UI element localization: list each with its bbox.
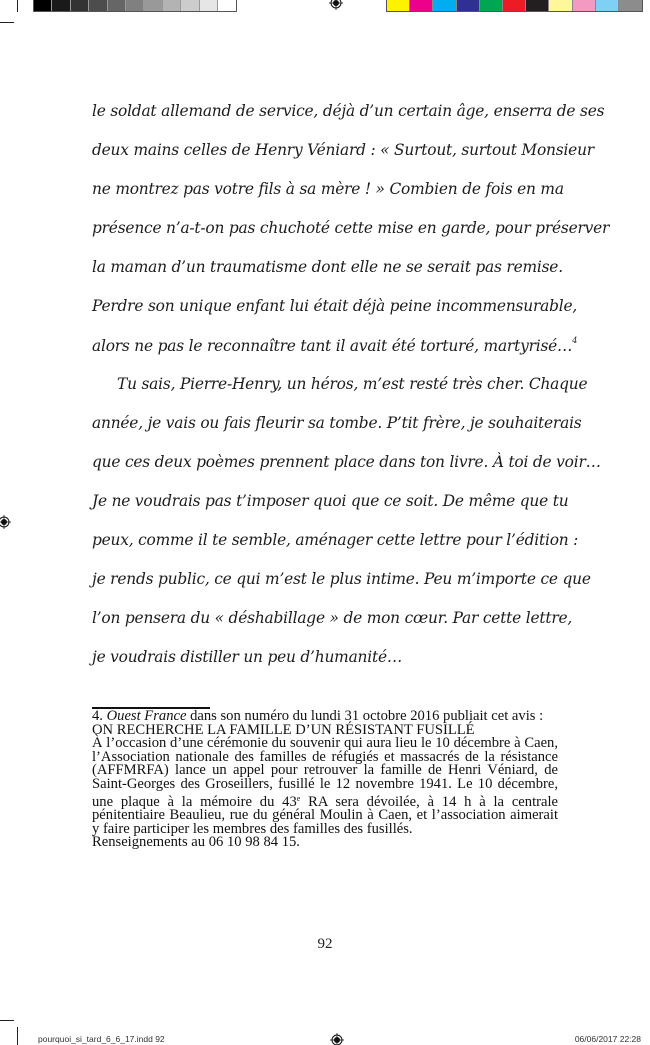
body-line: présence n’a-t-on pas chuchoté cette mise en garde, pour préserver: [92, 219, 610, 237]
footnote-paragraph-text: À l’occasion d’une cérémonie du souvenir qui aura lieu le 10 décembre à Caen, l’Association nationale des familles de réfugiés et massacrés de la résistance (AFFMRFA) lance un appel pour retrouver la famille de Henri Véniard, de Saint-Georges des Groseillers, fusillé le 12 novembre 1941. Le 10 décembre, une plaque à la mémoire du 43: [92, 735, 558, 810]
color-swatch: [433, 0, 456, 11]
registration-mark-left-icon: [0, 515, 11, 529]
footnote: [92, 710, 558, 850]
crop-mark-bottom-left-horizontal: [0, 1020, 14, 1021]
body-line: que ces deux poèmes prennent place dans ton livre. À toi de voir…: [92, 453, 601, 471]
color-swatch: [619, 0, 642, 11]
superscript: e: [296, 793, 301, 803]
gray-swatch: [71, 0, 89, 11]
crop-mark-top-left-vertical: [17, 0, 18, 12]
gray-swatch: [89, 0, 107, 11]
crop-mark-top-left-horizontal: [0, 22, 14, 23]
body-line: Perdre son unique enfant lui était déjà peine incommensurable,: [92, 297, 578, 315]
page-number: 92: [317, 936, 333, 952]
color-swatch: [457, 0, 480, 11]
gray-swatch: [163, 0, 181, 11]
gray-swatch: [181, 0, 199, 11]
color-swatch: [549, 0, 572, 11]
body-line: je voudrais distiller un peu d’humanité…: [92, 648, 403, 666]
slug-datetime: 06/06/2017 22:28: [574, 1034, 641, 1044]
body-line: [92, 336, 578, 355]
color-calibration-bar: [386, 0, 643, 12]
footnote-number: 4.: [92, 708, 103, 724]
body-line: ne montrez pas votre fils à sa mère ! » Combien de fois en ma: [92, 180, 564, 198]
gray-swatch: [200, 0, 218, 11]
color-swatch: [387, 0, 410, 11]
body-line: peux, comme il te semble, aménager cette lettre pour l’édition :: [92, 531, 579, 549]
body-line: Tu sais, Pierre-Henry, un héros, m’est resté très cher. Chaque: [117, 375, 588, 393]
gray-swatch: [126, 0, 144, 11]
gray-swatch: [52, 0, 70, 11]
footnote-intro-text: dans son numéro du lundi 31 octobre 2016 publiait cet avis :: [186, 708, 544, 724]
body-line: année, je vais ou fais fleurir sa tombe. P’tit frère, je souhaiterais: [92, 414, 582, 432]
slug-filename: pourquoi_si_tard_6_6_17.indd 92: [38, 1034, 165, 1044]
body-line: le soldat allemand de service, déjà d’un certain âge, enserra de ses: [92, 102, 605, 120]
crop-mark-bottom-left-vertical: [17, 1027, 18, 1045]
gray-calibration-bar: [33, 0, 237, 12]
registration-mark-bottom-icon: [330, 1033, 344, 1045]
footnote-headline: ON RECHERCHE LA FAMILLE D’UN RÉSISTANT FUSILLÉ: [92, 721, 475, 738]
color-swatch: [573, 0, 596, 11]
body-line: je rends public, ce qui m’est le plus intime. Peu m’importe ce que: [92, 570, 591, 588]
body-line-text: alors ne pas le reconnaître tant il avait été torturé, martyrisé…: [92, 337, 573, 355]
color-swatch: [526, 0, 549, 11]
color-swatch: [503, 0, 526, 11]
color-swatch: [596, 0, 619, 11]
body-line: deux mains celles de Henry Véniard : « Surtout, surtout Monsieur: [92, 141, 594, 159]
body-line: l’on pensera du « déshabillage » de mon cœur. Par cette lettre,: [92, 609, 573, 627]
gray-swatch: [34, 0, 52, 11]
gray-swatch: [218, 0, 236, 11]
gray-swatch: [108, 0, 126, 11]
gray-swatch: [144, 0, 162, 11]
footnote-paragraph: [92, 737, 558, 836]
body-line: la maman d’un traumatisme dont elle ne se serait pas remise.: [92, 258, 563, 276]
body-line: Je ne voudrais pas t’imposer quoi que ce soit. De même que tu: [92, 492, 569, 510]
footnote-source: Ouest France: [106, 708, 187, 724]
footnote-contact: Renseignements au 06 10 98 84 15.: [92, 834, 300, 851]
registration-mark-top-icon: [329, 0, 343, 10]
footnote-paragraph-text-cont: RA sera dévoilée, à 14 h à la centrale pénitentiaire Beaulieu, rue du général Moulin à Caen, et l’association aimerait y faire participer les membres des familles des fusillés.: [92, 793, 558, 837]
color-swatch: [410, 0, 433, 11]
color-swatch: [480, 0, 503, 11]
footnote-reference: 4: [572, 336, 578, 345]
